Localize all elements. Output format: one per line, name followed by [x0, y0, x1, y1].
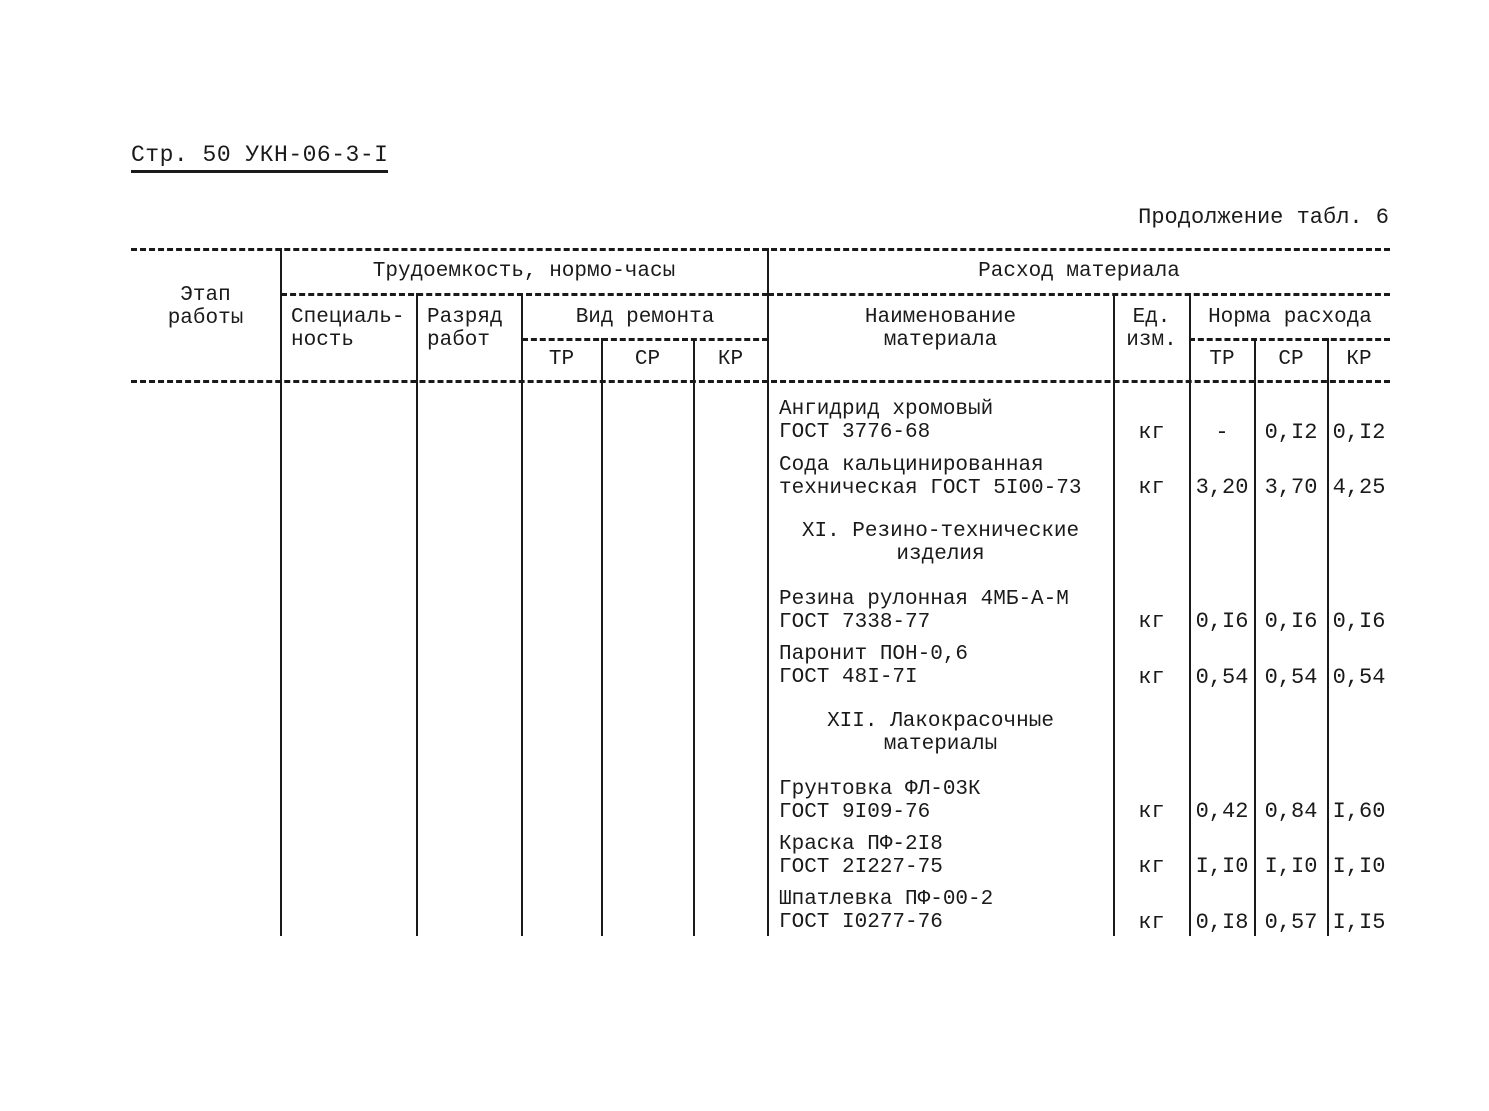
header-bottom-rule [131, 380, 1390, 383]
materials-table [131, 248, 1390, 936]
col-speciality-header: Специаль- ность [291, 306, 405, 352]
material-name: Резина рулонная 4МБ-А-М ГОСТ 7338-77 [779, 588, 1069, 634]
norm-tr-value: 0,54 [1195, 665, 1249, 690]
group-material-header: Расход материала [978, 260, 1180, 283]
material-name: Сода кальцинированная техническая ГОСТ 5I00-73 [779, 454, 1082, 500]
table-caption: Продолжение табл. 6 [1138, 205, 1389, 230]
norm-sr-value: 0,57 [1264, 910, 1318, 935]
repair-kr-header: КР [717, 348, 744, 371]
col-divider-speciality [416, 293, 418, 936]
norm-tr-value: - [1215, 420, 1229, 445]
material-name: Шпатлевка ПФ-00-2 ГОСТ I0277-76 [779, 888, 994, 934]
norm-sr-value: 0,I6 [1264, 609, 1318, 634]
material-name: Грунтовка ФЛ-03К ГОСТ 9I09-76 [779, 778, 981, 824]
norm-kr-value: 0,54 [1332, 665, 1386, 690]
norm-sr-header: СР [1278, 348, 1304, 371]
col-stage-header: Этап работы [167, 284, 244, 330]
col-divider-repair-tr [601, 338, 603, 936]
repair-type-rule [522, 338, 768, 341]
material-name: Паронит ПОН-0,6 ГОСТ 48I-7I [779, 643, 969, 689]
material-unit: кг [1138, 854, 1165, 879]
norm-tr-value: 3,20 [1195, 475, 1249, 500]
norm-sr-value: 0,84 [1264, 799, 1318, 824]
norm-tr-value: 0,I6 [1195, 609, 1249, 634]
repair-sr-header: СР [634, 348, 661, 371]
norm-tr-value: 0,I8 [1195, 910, 1249, 935]
col-divider-repair-sr [693, 338, 695, 936]
norm-tr-value: 0,42 [1195, 799, 1249, 824]
section-heading: XII. Лакокрасочные материалы [827, 710, 1054, 756]
material-name: Краска ПФ-2I8 ГОСТ 2I227-75 [779, 833, 943, 879]
norm-tr-value: I,I0 [1195, 854, 1249, 879]
material-unit: кг [1138, 420, 1165, 445]
material-unit: кг [1138, 799, 1165, 824]
col-name-header: Наименование материала [864, 306, 1017, 352]
group-rule-material [768, 293, 1390, 296]
norm-sr-value: 0,I2 [1264, 420, 1318, 445]
norm-kr-value: 0,I2 [1332, 420, 1386, 445]
material-unit: кг [1138, 609, 1165, 634]
group-labor-header: Трудоемкость, нормо-часы [372, 260, 676, 283]
norm-tr-header: ТР [1209, 348, 1235, 371]
col-grade-header: Разряд работ [427, 306, 503, 352]
norm-rule [1189, 338, 1390, 341]
material-unit: кг [1138, 910, 1165, 935]
norm-kr-value: 4,25 [1332, 475, 1386, 500]
norm-kr-value: 0,I6 [1332, 609, 1386, 634]
norm-sr-value: 3,70 [1264, 475, 1318, 500]
norm-sr-value: 0,54 [1264, 665, 1318, 690]
group-rule-labor [281, 293, 768, 296]
repair-tr-header: ТР [548, 348, 575, 371]
norm-kr-value: I,I5 [1332, 910, 1386, 935]
norm-kr-value: I,60 [1332, 799, 1386, 824]
page-header: Стр. 50 УКН-06-3-I [131, 142, 388, 173]
material-unit: кг [1138, 475, 1165, 500]
top-rule [131, 248, 1390, 251]
col-divider-stage [280, 248, 282, 936]
repair-type-header: Вид ремонта [575, 306, 715, 329]
material-name: Ангидрид хромовый ГОСТ 3776-68 [779, 398, 994, 444]
material-unit: кг [1138, 665, 1165, 690]
col-unit-header: Ед. изм. [1126, 306, 1177, 352]
col-divider-grade [521, 293, 523, 936]
norm-sr-value: I,I0 [1264, 854, 1318, 879]
norm-kr-value: I,I0 [1332, 854, 1386, 879]
section-heading: XI. Резино-технические изделия [801, 520, 1080, 566]
norm-kr-header: КР [1346, 348, 1372, 371]
norm-header: Норма расхода [1208, 306, 1372, 329]
